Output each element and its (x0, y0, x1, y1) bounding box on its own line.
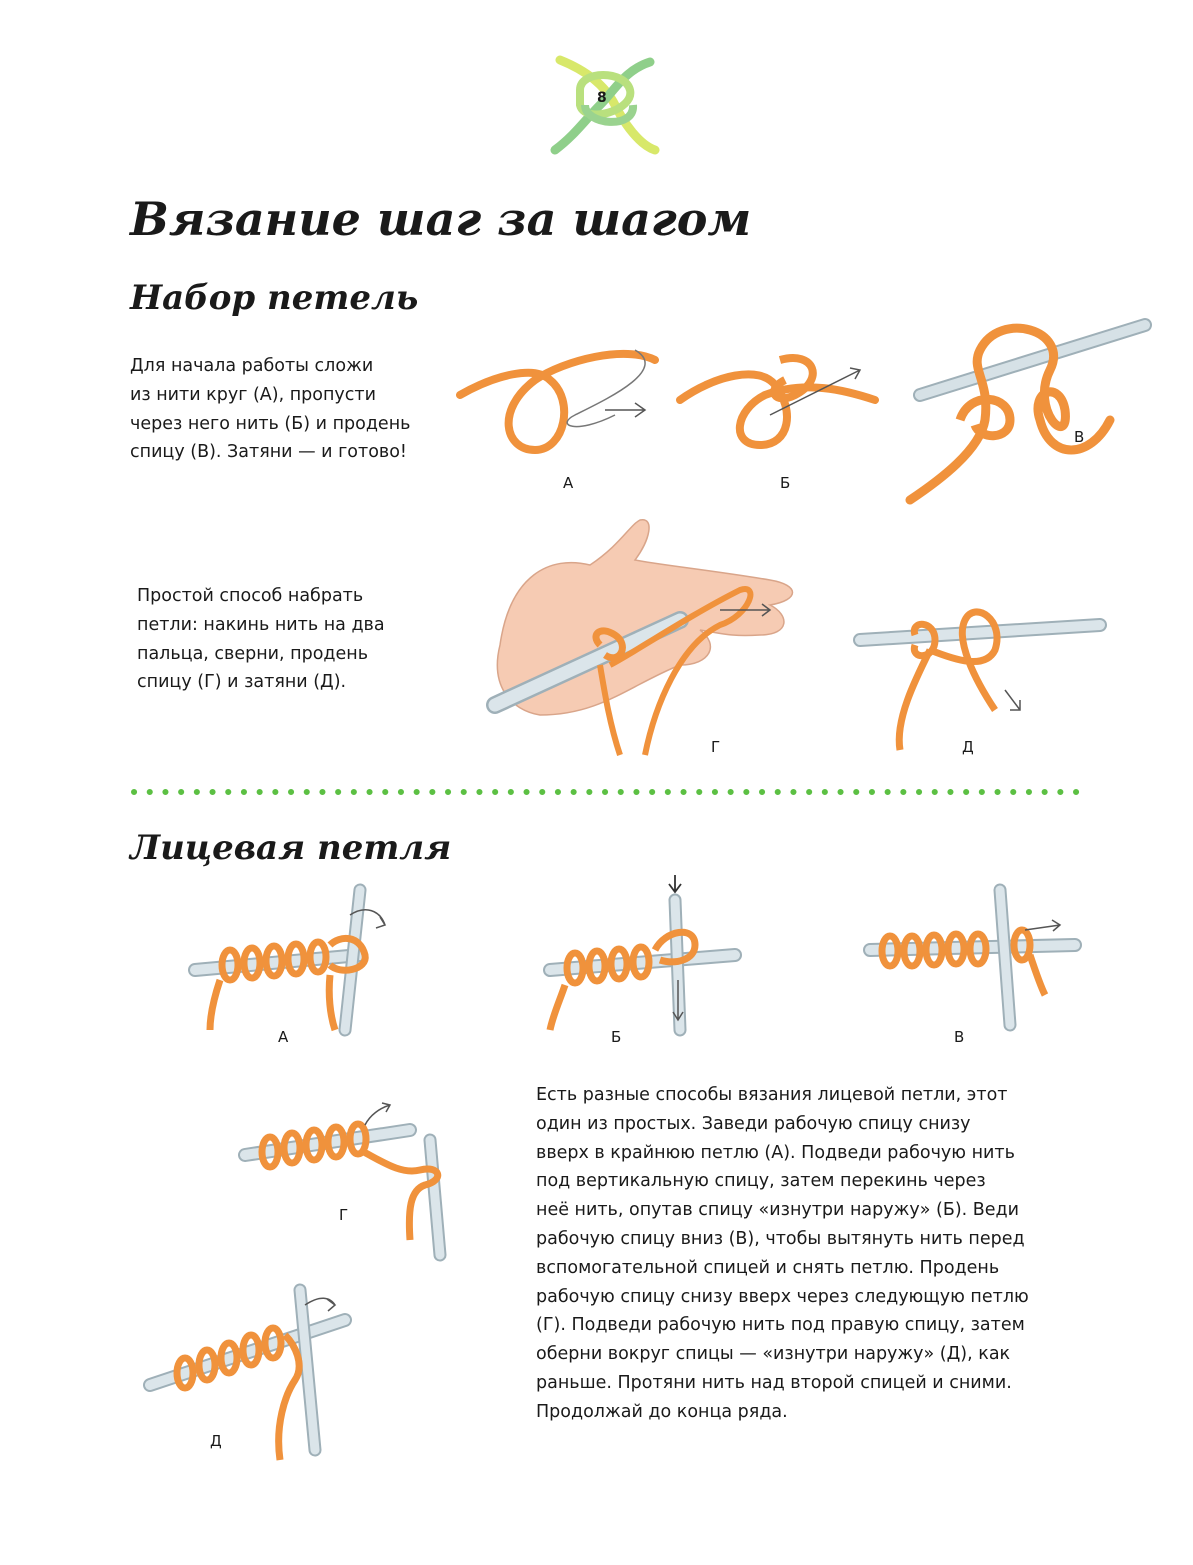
page-number-ornament (545, 50, 665, 160)
illustration-knit-g (240, 1100, 470, 1260)
label-cast-on-v: В (1074, 428, 1085, 446)
cast-on-paragraph-1: Для начала работы сложи из нити круг (А), пропусти через него нить (Б) и продень спицу (В). Затяни — и готово! (130, 356, 411, 463)
dotted-divider (130, 788, 1090, 796)
label-cast-on-g: Г (711, 738, 721, 756)
illustration-hand-g (480, 515, 810, 765)
illustration-loop-b (675, 340, 895, 460)
label-knit-b: Б (611, 1028, 622, 1046)
illustration-loop-a (455, 340, 675, 460)
label-cast-on-b: Б (780, 474, 791, 492)
knit-stitch-paragraph: Есть разные способы вязания лицевой петли, этот один из простых. Заведи рабочую спицу снизу вверх в крайнюю петлю (А). Подведи рабочую нить под вертикальную спицу, затем перекинь через неё нить, опутав спицу «изнутри наружу» (Б). Веди рабочую спицу вниз (В), чтобы вытянуть нить перед вспомогательной спицей и снять петлю. Продень рабочую спицу снизу вверх через следующую петлю (Г). Подведи рабочую нить под правую спицу, затем оберни вокруг спицы — «изнутри наружу» (Д), как раньше. Протяни нить над второй спицей и сними. Продолжай до конца ряда. (536, 1085, 1029, 1422)
illustration-knit-a (190, 885, 430, 1035)
illustration-needle-loop-v (900, 310, 1160, 510)
page-title: Вязание шаг за шагом (130, 192, 752, 246)
illustration-knit-v (860, 885, 1090, 1035)
page-number: 8 (597, 90, 607, 106)
label-cast-on-d: Д (962, 738, 974, 756)
illustration-knit-d (145, 1285, 375, 1465)
illustration-needle-tighten-d (855, 600, 1115, 760)
label-knit-v: В (954, 1028, 965, 1046)
label-knit-d: Д (210, 1432, 222, 1450)
section-heading-knit-stitch: Лицевая петля (130, 828, 452, 868)
cast-on-paragraph-2: Простой способ набрать петли: накинь нить на два пальца, сверни, продень спицу (Г) и затяни (Д). (137, 586, 385, 693)
illustration-knit-b (545, 870, 755, 1040)
label-knit-a: А (278, 1028, 289, 1046)
label-cast-on-a: А (563, 474, 574, 492)
section-heading-cast-on: Набор петель (130, 278, 419, 318)
label-knit-g: Г (339, 1206, 349, 1224)
